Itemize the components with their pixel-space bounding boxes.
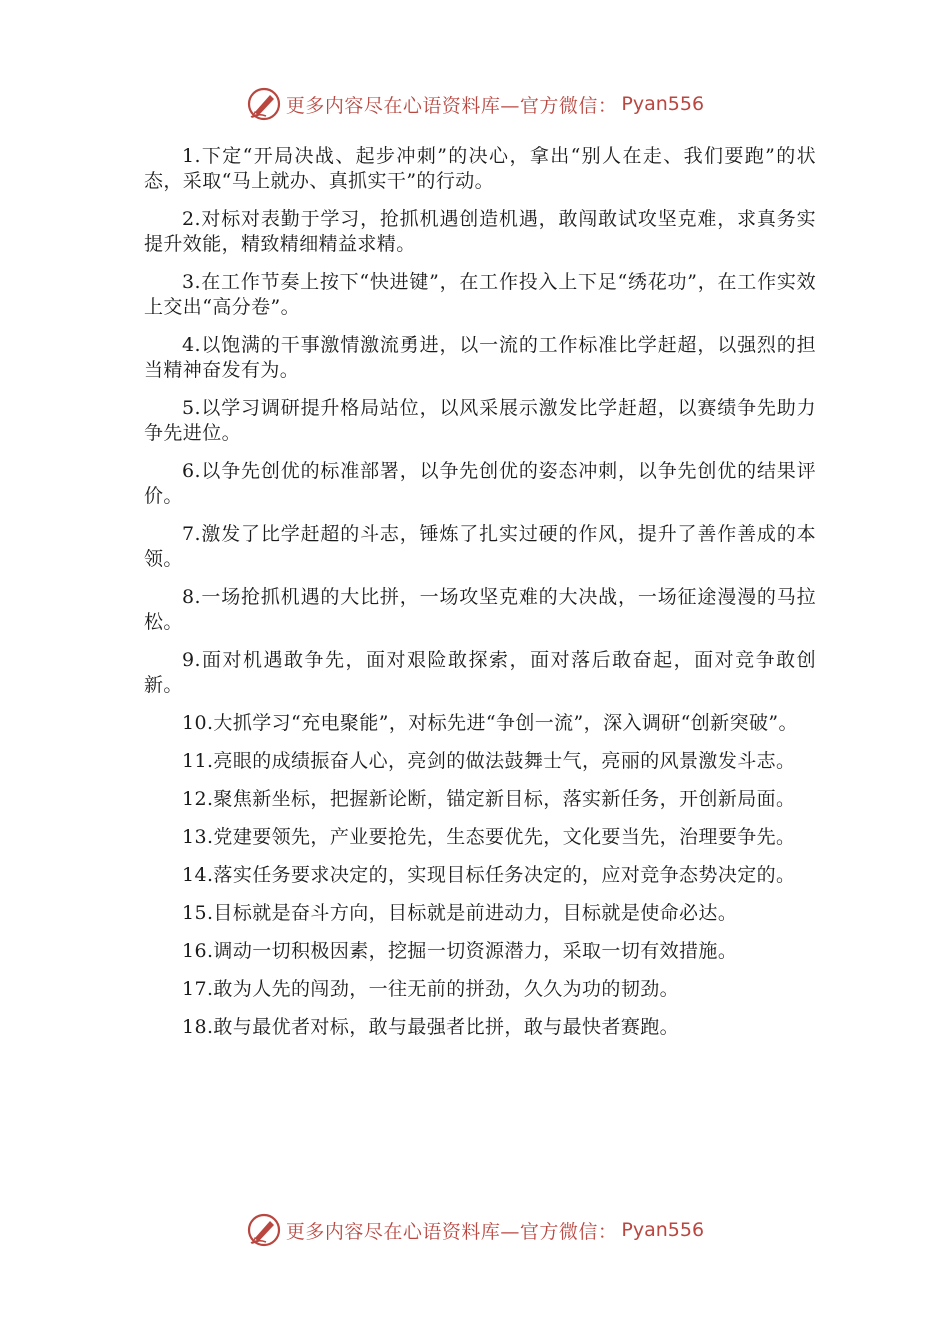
- list-item-10: 10.大抓学习“充电聚能”，对标先进“争创一流”，深入调研“创新突破”。: [182, 712, 798, 734]
- list-item-14: 14.落实任务要求决定的，实现目标任务决定的，应对竞争态势决定的。: [182, 864, 796, 886]
- list-item-6: 6.以争先创优的标准部署，以争先创优的姿态冲刺，以争先创优的结果评价。: [144, 460, 816, 507]
- list-item-17: 17.敢为人先的闯劲，一往无前的拼劲，久久为功的韧劲。: [182, 978, 680, 1000]
- list-item-11: 11.亮眼的成绩振奋人心，亮剑的做法鼓舞士气，亮丽的风景激发斗志。: [182, 750, 796, 772]
- list-item-18: 18.敢与最优者对标，敢与最强者比拼，敢与最快者赛跑。: [182, 1016, 680, 1038]
- list-item-4: 4.以饱满的干事激情激流勇进，以一流的工作标准比学赶超，以强烈的担当精神奋发有为。: [144, 334, 816, 381]
- list-item-9: 9.面对机遇敢争先，面对艰险敢探索，面对落后敢奋起，面对竞争敢创新。: [144, 649, 816, 696]
- list-item-16: 16.调动一切积极因素，挖掘一切资源潜力，采取一切有效措施。: [182, 940, 738, 962]
- pen-seal-logo-icon: [246, 1212, 282, 1248]
- list-item-13: 13.党建要领先，产业要抢先，生态要优先，文化要当先，治理要争先。: [182, 826, 796, 848]
- footer-banner: [0, 1210, 950, 1250]
- list-item-5: 5.以学习调研提升格局站位，以风采展示激发比学赶超，以赛绩争先助力争先进位。: [144, 397, 816, 444]
- list-item-1: 1.下定“开局决战、起步冲刺”的决心，拿出“别人在走、我们要跑”的状态，采取“马上就办、真抓实干”的行动。: [144, 145, 816, 192]
- list-item-2: 2.对标对表勤于学习，抢抓机遇创造机遇，敢闯敢试攻坚克难，求真务实提升效能，精致精细精益求精。: [144, 208, 816, 255]
- header-banner: [0, 84, 950, 124]
- list-item-3: 3.在工作节奏上按下“快进键”，在工作投入上下足“绣花功”，在工作实效上交出“高分卷”。: [144, 271, 816, 318]
- list-item-8: 8.一场抢抓机遇的大比拼，一场攻坚克难的大决战，一场征途漫漫的马拉松。: [144, 586, 816, 633]
- list-item-7: 7.激发了比学赶超的斗志，锤炼了扎实过硬的作风，提升了善作善成的本领。: [144, 523, 816, 570]
- document-body: [144, 144, 816, 1053]
- list-item-15: 15.目标就是奋斗方向，目标就是前进动力，目标就是使命必达。: [182, 902, 738, 924]
- header-banner-text: 更多内容尽在心语资料库—官方微信：: [285, 94, 618, 117]
- header-banner-wechat-id: Pyan556: [621, 93, 705, 115]
- list-item-12: 12.聚焦新坐标，把握新论断，锚定新目标，落实新任务，开创新局面。: [182, 788, 796, 810]
- footer-banner-wechat-id: Pyan556: [621, 1219, 705, 1241]
- footer-banner-text: 更多内容尽在心语资料库—官方微信：: [285, 1220, 618, 1243]
- pen-seal-logo-icon: [246, 86, 282, 122]
